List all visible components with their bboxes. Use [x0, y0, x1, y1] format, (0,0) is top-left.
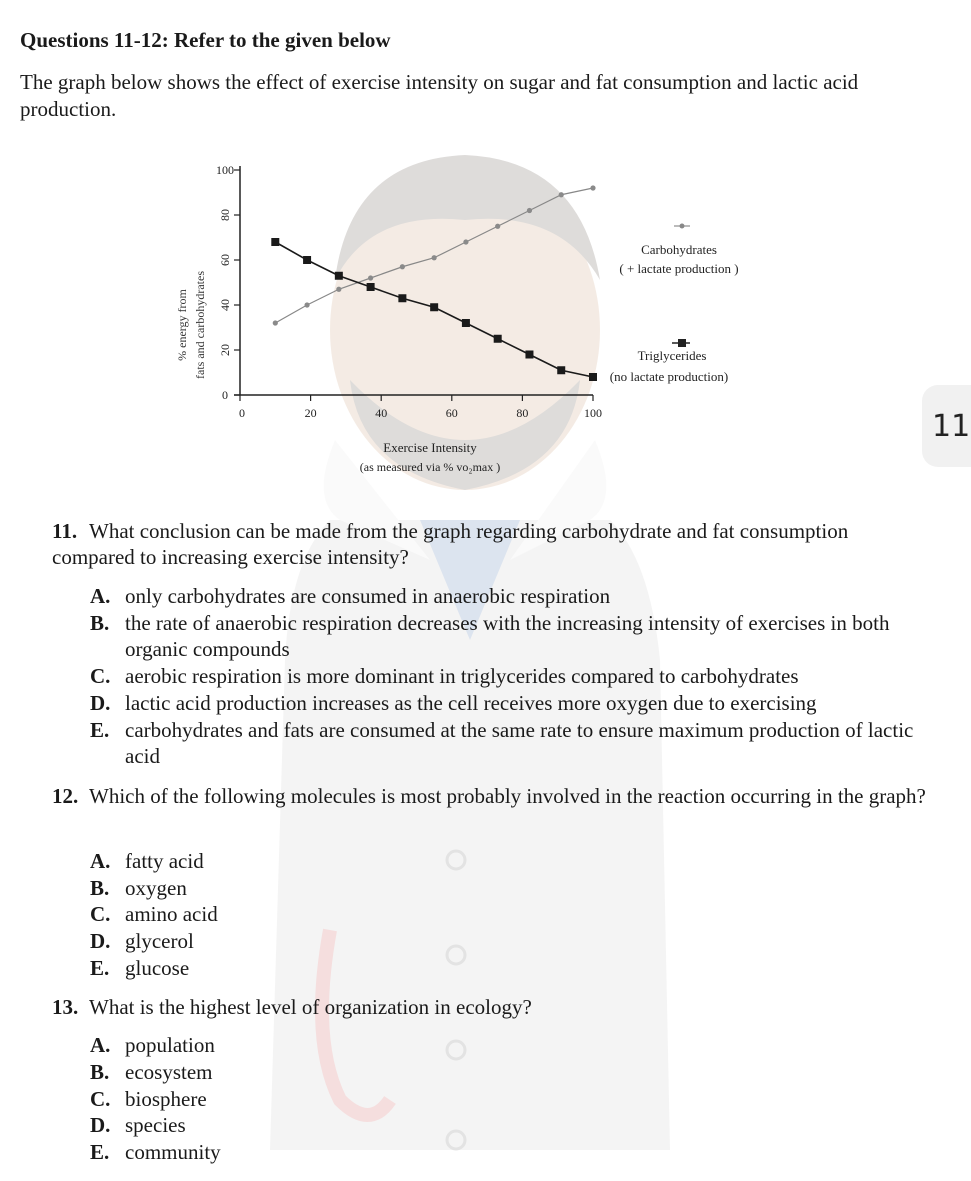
x-tick-label: 20	[304, 406, 317, 420]
option-letter: B.	[90, 611, 110, 635]
question-number: 11.	[52, 519, 78, 543]
question-11-option-a[interactable]	[90, 583, 935, 609]
carbohydrates-point	[336, 287, 341, 292]
option-letter: A.	[90, 584, 111, 608]
legend-triglycerides-note: (no lactate production)	[609, 369, 729, 384]
question-13-option-e[interactable]	[90, 1139, 935, 1165]
question-11-option-d[interactable]	[90, 690, 935, 716]
option-letter: A.	[90, 1033, 111, 1057]
carbohydrates-point	[304, 302, 309, 307]
y-tick-label: 0	[222, 388, 228, 402]
y-tick-label: 40	[218, 299, 232, 311]
triglycerides-point	[494, 335, 502, 343]
triglycerides-point	[462, 319, 470, 327]
side-page-badge-number: 11	[932, 409, 971, 444]
carbohydrates-point	[559, 192, 564, 197]
question-12-option-d[interactable]	[90, 928, 935, 954]
legend-triglycerides-label: Triglycerides	[637, 348, 707, 363]
triglycerides-point	[271, 238, 279, 246]
question-text: Which of the following molecules is most probably involved in the reaction occurring in the graph?	[89, 784, 926, 808]
section-heading: Questions 11-12: Refer to the given below	[20, 28, 391, 52]
option-text: oxygen	[125, 876, 187, 900]
option-text: the rate of anaerobic respiration decreases with the increasing intensity of exercises in both organic compounds	[125, 611, 890, 661]
carbohydrates-point	[495, 224, 500, 229]
option-letter: B.	[90, 876, 110, 900]
triglycerides-point	[557, 366, 565, 374]
question-13-option-b[interactable]	[90, 1059, 935, 1085]
question-number: 12.	[52, 784, 79, 808]
option-letter: D.	[90, 929, 111, 953]
carbohydrates-point	[368, 275, 373, 280]
triglycerides-point	[303, 256, 311, 264]
y-tick-label: 60	[218, 254, 232, 266]
legend-carbohydrates-marker	[680, 224, 685, 229]
y-axis-label-line1: % energy from	[175, 289, 189, 361]
option-letter: C.	[90, 664, 111, 688]
option-text: population	[125, 1033, 215, 1057]
question-13	[52, 994, 932, 1020]
question-11-option-c[interactable]	[90, 663, 935, 689]
question-13-option-c[interactable]	[90, 1086, 935, 1112]
x-axis-sublabel: (as measured via % vo₂max )	[359, 460, 501, 474]
carbohydrates-point	[400, 264, 405, 269]
question-12-option-b[interactable]	[90, 875, 935, 901]
triglycerides-point	[335, 272, 343, 280]
option-text: only carbohydrates are consumed in anaerobic respiration	[125, 584, 611, 608]
legend-carbohydrates-note: ( + lactate production )	[619, 261, 739, 276]
question-text: What is the highest level of organization in ecology?	[89, 995, 532, 1019]
question-13-option-a[interactable]	[90, 1032, 935, 1058]
option-text: glycerol	[125, 929, 194, 953]
option-text: biosphere	[125, 1087, 207, 1111]
option-text: community	[125, 1140, 221, 1164]
question-11-option-b[interactable]	[90, 610, 935, 662]
option-letter: C.	[90, 1087, 111, 1111]
option-letter: E.	[90, 1140, 110, 1164]
option-text: aerobic respiration is more dominant in triglycerides compared to carbohydrates	[125, 664, 799, 688]
question-11	[52, 518, 932, 570]
x-tick-label: 40	[375, 406, 388, 420]
option-text: fatty acid	[125, 849, 204, 873]
exercise-intensity-chart	[160, 150, 770, 485]
triglycerides-point	[525, 351, 533, 359]
intro-text: The graph below shows the effect of exercise intensity on sugar and fat consumption and lactic acid production.	[20, 70, 859, 121]
x-tick-label: 60	[445, 406, 458, 420]
x-tick-label: 80	[516, 406, 529, 420]
option-text: species	[125, 1113, 186, 1137]
question-12-option-a[interactable]	[90, 848, 935, 874]
option-text: lactic acid production increases as the cell receives more oxygen due to exercising	[125, 691, 817, 715]
carbohydrates-point	[432, 255, 437, 260]
question-number: 13.	[52, 995, 79, 1019]
question-text: What conclusion can be made from the graph regarding carbohydrate and fat consumption compared to increasing exercise intensity?	[52, 519, 849, 569]
triglycerides-point	[367, 283, 375, 291]
option-letter: C.	[90, 902, 111, 926]
option-text: ecosystem	[125, 1060, 213, 1084]
carbohydrates-point	[590, 185, 595, 190]
option-letter: D.	[90, 691, 111, 715]
carbohydrates-point	[463, 239, 468, 244]
carbohydrates-point	[527, 208, 532, 213]
y-tick-label: 100	[216, 163, 234, 177]
option-letter: E.	[90, 718, 110, 742]
x-tick-label: 0	[239, 406, 245, 420]
question-12-option-c[interactable]	[90, 901, 935, 927]
y-tick-label: 20	[218, 344, 232, 356]
question-12	[52, 783, 932, 809]
carbohydrates-point	[273, 320, 278, 325]
legend-triglycerides-marker	[678, 339, 686, 347]
triglycerides-point	[430, 303, 438, 311]
side-page-badge[interactable]	[922, 385, 971, 467]
legend-carbohydrates-label: Carbohydrates	[641, 242, 717, 257]
x-axis-label: Exercise Intensity	[383, 440, 477, 455]
triglycerides-point	[398, 294, 406, 302]
question-11-option-e[interactable]	[90, 717, 935, 769]
question-13-option-d[interactable]	[90, 1112, 935, 1138]
option-letter: D.	[90, 1113, 111, 1137]
option-text: carbohydrates and fats are consumed at the same rate to ensure maximum production of lactic acid	[125, 718, 914, 768]
y-axis-label-line2: fats and carbohydrates	[193, 271, 207, 379]
option-letter: B.	[90, 1060, 110, 1084]
question-12-option-e[interactable]	[90, 955, 935, 981]
triglycerides-point	[589, 373, 597, 381]
option-text: amino acid	[125, 902, 218, 926]
option-letter: E.	[90, 956, 110, 980]
y-tick-label: 80	[218, 209, 232, 221]
option-text: glucose	[125, 956, 190, 980]
x-tick-label: 100	[584, 406, 602, 420]
option-letter: A.	[90, 849, 111, 873]
